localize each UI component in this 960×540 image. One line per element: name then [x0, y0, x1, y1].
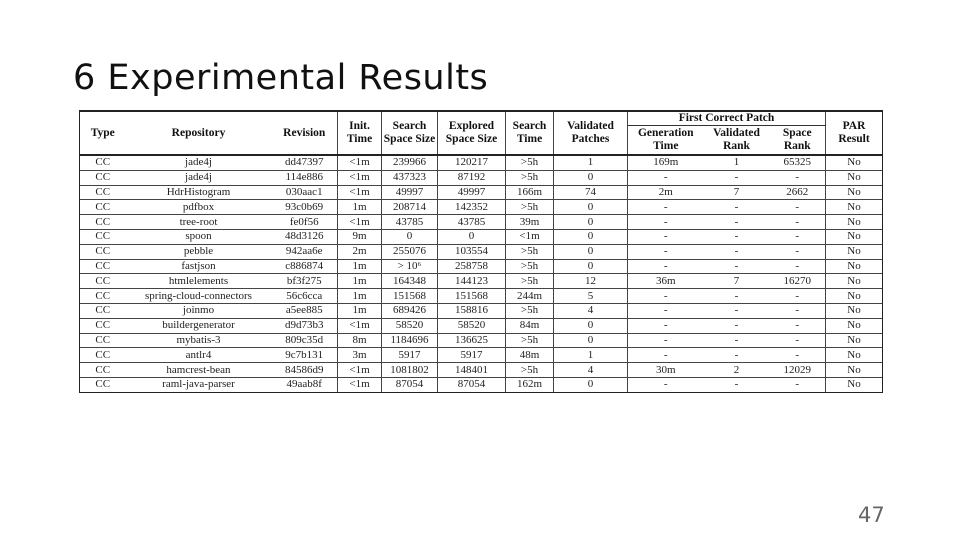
cell-generation-time: -	[628, 244, 704, 259]
cell-type: CC	[80, 229, 126, 244]
cell-revision: 84586d9	[272, 363, 338, 378]
cell-validated-patches: 5	[554, 289, 628, 304]
cell-init-time: <1m	[338, 155, 382, 170]
cell-search-space-size: 1081802	[382, 363, 438, 378]
cell-explored-space-size: 148401	[438, 363, 506, 378]
cell-explored-space-size: 103554	[438, 244, 506, 259]
page-number: 47	[858, 503, 885, 527]
cell-init-time: 1m	[338, 274, 382, 289]
cell-validated-rank: 7	[704, 185, 770, 200]
cell-type: CC	[80, 185, 126, 200]
cell-validated-patches: 4	[554, 303, 628, 318]
header-validated-rank: Validated Rank	[704, 126, 770, 156]
cell-revision: 030aac1	[272, 185, 338, 200]
cell-validated-rank: -	[704, 200, 770, 215]
cell-type: CC	[80, 259, 126, 274]
cell-generation-time: -	[628, 348, 704, 363]
header-search-space-size: Search Space Size	[382, 111, 438, 155]
cell-search-space-size: 0	[382, 229, 438, 244]
cell-type: CC	[80, 333, 126, 348]
cell-revision: 48d3126	[272, 229, 338, 244]
cell-generation-time: -	[628, 215, 704, 230]
cell-space-rank: 12029	[770, 363, 826, 378]
header-repository: Repository	[126, 111, 272, 155]
table-row	[80, 244, 883, 259]
cell-search-time: <1m	[506, 229, 554, 244]
cell-validated-rank: -	[704, 259, 770, 274]
cell-validated-rank: 1	[733, 156, 740, 169]
cell-revision: fe0f56	[272, 215, 338, 230]
cell-type: CC	[80, 318, 126, 333]
cell-search-time: >5h	[506, 274, 554, 289]
cell-validated-patches: 1	[554, 348, 628, 363]
cell-generation-time: -	[628, 377, 704, 392]
cell-revision: 9c7b131	[272, 348, 338, 363]
cell-generation-time: -	[628, 303, 704, 318]
cell-par-result: No	[826, 303, 883, 318]
cell-explored-space-size: 144123	[438, 274, 506, 289]
cell-search-time: >5h	[506, 170, 554, 185]
cell-init-time: 2m	[338, 244, 382, 259]
cell-par-result: No	[826, 333, 883, 348]
cell-type: CC	[80, 377, 126, 392]
cell-validated-rank: -	[704, 170, 770, 185]
cell-init-time: 1m	[338, 303, 382, 318]
cell-par-result: No	[826, 215, 883, 230]
cell-validated-patches: 0	[554, 377, 628, 392]
cell-validated-patches: 0	[554, 259, 628, 274]
table-header	[80, 111, 883, 155]
cell-par-result: No	[826, 259, 883, 274]
cell-space-rank: -	[770, 215, 826, 230]
cell-search-space-size: 5917	[382, 348, 438, 363]
cell-search-time: >5h	[506, 363, 554, 378]
cell-init-time: 9m	[338, 229, 382, 244]
cell-repository: fastjson	[126, 259, 272, 274]
cell-repository: buildergenerator	[126, 318, 272, 333]
cell-repository: tree-root	[126, 215, 272, 230]
header-par-result: PAR Result	[826, 111, 883, 155]
cell-init-time: 1m	[338, 259, 382, 274]
cell-revision: dd47397	[285, 156, 324, 169]
header-revision: Revision	[272, 111, 338, 155]
cell-type: CC	[80, 215, 126, 230]
cell-validated-patches: 74	[554, 185, 628, 200]
cell-explored-space-size: 158816	[438, 303, 506, 318]
header-search-time: Search Time	[506, 111, 554, 155]
cell-type: CC	[80, 363, 126, 378]
cell-revision: 49aab8f	[272, 377, 338, 392]
cell-search-time: 162m	[506, 377, 554, 392]
cell-init-time: <1m	[338, 170, 382, 185]
cell-repository: jade4j	[185, 156, 212, 169]
cell-revision: bf3f275	[272, 274, 338, 289]
cell-repository: jade4j	[126, 170, 272, 185]
cell-par-result: No	[826, 229, 883, 244]
cell-repository: spring-cloud-connectors	[126, 289, 272, 304]
slide-title: 6 Experimental Results	[73, 58, 489, 98]
cell-space-rank: -	[770, 170, 826, 185]
cell-generation-time: -	[628, 229, 704, 244]
table-row	[80, 155, 883, 170]
cell-generation-time: 30m	[628, 363, 704, 378]
cell-search-space-size: 151568	[382, 289, 438, 304]
table-row	[80, 289, 883, 304]
cell-par-result: No	[826, 170, 883, 185]
cell-search-space-size: 87054	[382, 377, 438, 392]
cell-revision: 809c35d	[272, 333, 338, 348]
header-explored-space-size: Explored Space Size	[438, 111, 506, 155]
cell-init-time: <1m	[338, 215, 382, 230]
cell-validated-patches: 12	[554, 274, 628, 289]
cell-search-space-size: 58520	[382, 318, 438, 333]
cell-search-time: >5h	[506, 259, 554, 274]
results-table	[79, 110, 883, 393]
cell-par-result: No	[826, 318, 883, 333]
cell-search-time: 166m	[506, 185, 554, 200]
cell-revision: d9d73b3	[272, 318, 338, 333]
cell-repository: antlr4	[126, 348, 272, 363]
cell-validated-rank: -	[704, 229, 770, 244]
cell-par-result: No	[826, 363, 883, 378]
cell-init-time: <1m	[338, 363, 382, 378]
cell-explored-space-size: 58520	[438, 318, 506, 333]
cell-space-rank: -	[770, 200, 826, 215]
cell-revision: 114e886	[272, 170, 338, 185]
cell-generation-time: -	[628, 318, 704, 333]
cell-explored-space-size: 142352	[438, 200, 506, 215]
cell-generation-time: 169m	[628, 155, 704, 170]
cell-revision: c886874	[272, 259, 338, 274]
cell-init-time: 8m	[338, 333, 382, 348]
cell-space-rank: -	[770, 377, 826, 392]
cell-search-space-size: 43785	[382, 215, 438, 230]
cell-explored-space-size: 258758	[438, 259, 506, 274]
cell-validated-rank: -	[704, 215, 770, 230]
cell-revision: 942aa6e	[272, 244, 338, 259]
cell-search-time: 84m	[506, 318, 554, 333]
cell-search-space-size: 689426	[382, 303, 438, 318]
cell-generation-time: -	[628, 170, 704, 185]
cell-repository: raml-java-parser	[126, 377, 272, 392]
cell-space-rank: -	[770, 289, 826, 304]
cell-validated-rank: -	[704, 303, 770, 318]
cell-repository: HdrHistogram	[126, 185, 272, 200]
cell-space-rank: -	[770, 229, 826, 244]
cell-generation-time: 36m	[628, 274, 704, 289]
cell-search-time: >5h	[506, 200, 554, 215]
cell-explored-space-size: 151568	[438, 289, 506, 304]
cell-validated-rank: -	[704, 244, 770, 259]
cell-search-space-size: > 10⁶	[382, 259, 438, 274]
table-row	[80, 333, 883, 348]
cell-validated-patches: 0	[554, 200, 628, 215]
cell-explored-space-size: 120217	[438, 155, 506, 170]
cell-repository: htmlelements	[126, 274, 272, 289]
cell-space-rank: -	[770, 303, 826, 318]
cell-repository: hamcrest-bean	[126, 363, 272, 378]
header-init-time: Init. Time	[338, 111, 382, 155]
cell-explored-space-size: 49997	[438, 185, 506, 200]
header-space-rank: Space Rank	[770, 126, 826, 156]
cell-par-result: No	[826, 348, 883, 363]
cell-generation-time: -	[628, 259, 704, 274]
cell-repository: spoon	[126, 229, 272, 244]
cell-space-rank: -	[770, 333, 826, 348]
cell-generation-time: -	[628, 333, 704, 348]
cell-space-rank: -	[770, 259, 826, 274]
table-row	[80, 303, 883, 318]
cell-par-result: No	[826, 200, 883, 215]
cell-type: CC	[80, 155, 126, 170]
cell-type: CC	[80, 348, 126, 363]
cell-search-time: >5h	[506, 303, 554, 318]
cell-space-rank: 2662	[770, 185, 826, 200]
cell-repository: joinmo	[126, 303, 272, 318]
cell-type: CC	[80, 303, 126, 318]
cell-init-time: 3m	[338, 348, 382, 363]
cell-init-time: <1m	[338, 185, 382, 200]
cell-type: CC	[80, 200, 126, 215]
cell-validated-rank: -	[704, 333, 770, 348]
cell-validated-rank: -	[704, 377, 770, 392]
cell-par-result: No	[826, 244, 883, 259]
cell-explored-space-size: 87054	[438, 377, 506, 392]
header-first-correct-patch: First Correct Patch	[628, 111, 826, 126]
cell-validated-rank: -	[704, 318, 770, 333]
cell-type: CC	[80, 170, 126, 185]
cell-validated-rank: 2	[704, 363, 770, 378]
cell-init-time: <1m	[338, 318, 382, 333]
cell-space-rank: -	[770, 318, 826, 333]
cell-revision: 93c0b69	[272, 200, 338, 215]
cell-search-space-size: 437323	[382, 170, 438, 185]
cell-explored-space-size: 5917	[438, 348, 506, 363]
header-generation-time: Generation Time	[628, 126, 704, 156]
header-type: Type	[80, 111, 126, 155]
cell-validated-patches: 4	[554, 363, 628, 378]
table-body	[80, 155, 883, 392]
cell-type: CC	[80, 244, 126, 259]
cell-space-rank: 16270	[770, 274, 826, 289]
table-row	[80, 259, 883, 274]
cell-validated-patches: 0	[554, 229, 628, 244]
cell-repository: pdfbox	[126, 200, 272, 215]
cell-validated-patches: 0	[554, 318, 628, 333]
cell-search-space-size: 49997	[382, 185, 438, 200]
table-row	[80, 215, 883, 230]
table-row	[80, 363, 883, 378]
cell-search-time: >5h	[506, 244, 554, 259]
cell-generation-time: -	[628, 289, 704, 304]
table-row	[80, 185, 883, 200]
cell-validated-rank: -	[704, 289, 770, 304]
header-validated-patches: Validated Patches	[554, 111, 628, 155]
cell-generation-time: -	[628, 200, 704, 215]
cell-validated-patches: 0	[554, 244, 628, 259]
cell-repository: pebble	[126, 244, 272, 259]
table-row	[80, 318, 883, 333]
cell-search-space-size: 1184696	[382, 333, 438, 348]
cell-search-space-size: 208714	[382, 200, 438, 215]
cell-init-time: <1m	[338, 377, 382, 392]
results-table-container	[79, 110, 882, 396]
cell-search-time: 48m	[506, 348, 554, 363]
table-row	[80, 200, 883, 215]
table-row	[80, 229, 883, 244]
cell-par-result: No	[826, 377, 883, 392]
cell-search-space-size: 255076	[382, 244, 438, 259]
cell-explored-space-size: 136625	[438, 333, 506, 348]
cell-validated-patches: 0	[554, 215, 628, 230]
cell-init-time: 1m	[338, 289, 382, 304]
cell-par-result: No	[826, 289, 883, 304]
cell-validated-rank: 7	[704, 274, 770, 289]
cell-par-result: No	[826, 155, 883, 170]
cell-init-time: 1m	[338, 200, 382, 215]
table-row	[80, 170, 883, 185]
cell-search-time: 244m	[506, 289, 554, 304]
table-row	[80, 274, 883, 289]
cell-validated-patches: 0	[554, 170, 628, 185]
cell-validated-patches: 1	[554, 155, 628, 170]
cell-revision: 56c6cca	[272, 289, 338, 304]
cell-validated-patches: 0	[554, 333, 628, 348]
cell-generation-time: 2m	[628, 185, 704, 200]
table-row	[80, 348, 883, 363]
cell-space-rank: 65325	[783, 156, 811, 169]
cell-par-result: No	[826, 274, 883, 289]
cell-explored-space-size: 43785	[438, 215, 506, 230]
cell-revision: a5ee885	[272, 303, 338, 318]
cell-type: CC	[80, 289, 126, 304]
table-row	[80, 377, 883, 392]
cell-search-space-size: 239966	[382, 155, 438, 170]
cell-type: CC	[80, 274, 126, 289]
cell-space-rank: -	[770, 244, 826, 259]
cell-search-time: >5h	[506, 155, 554, 170]
cell-explored-space-size: 87192	[438, 170, 506, 185]
cell-search-time: >5h	[506, 333, 554, 348]
cell-repository: mybatis-3	[126, 333, 272, 348]
cell-explored-space-size: 0	[438, 229, 506, 244]
cell-search-space-size: 164348	[382, 274, 438, 289]
cell-search-time: 39m	[506, 215, 554, 230]
cell-par-result: No	[826, 185, 883, 200]
cell-space-rank: -	[770, 348, 826, 363]
cell-validated-rank: -	[704, 348, 770, 363]
